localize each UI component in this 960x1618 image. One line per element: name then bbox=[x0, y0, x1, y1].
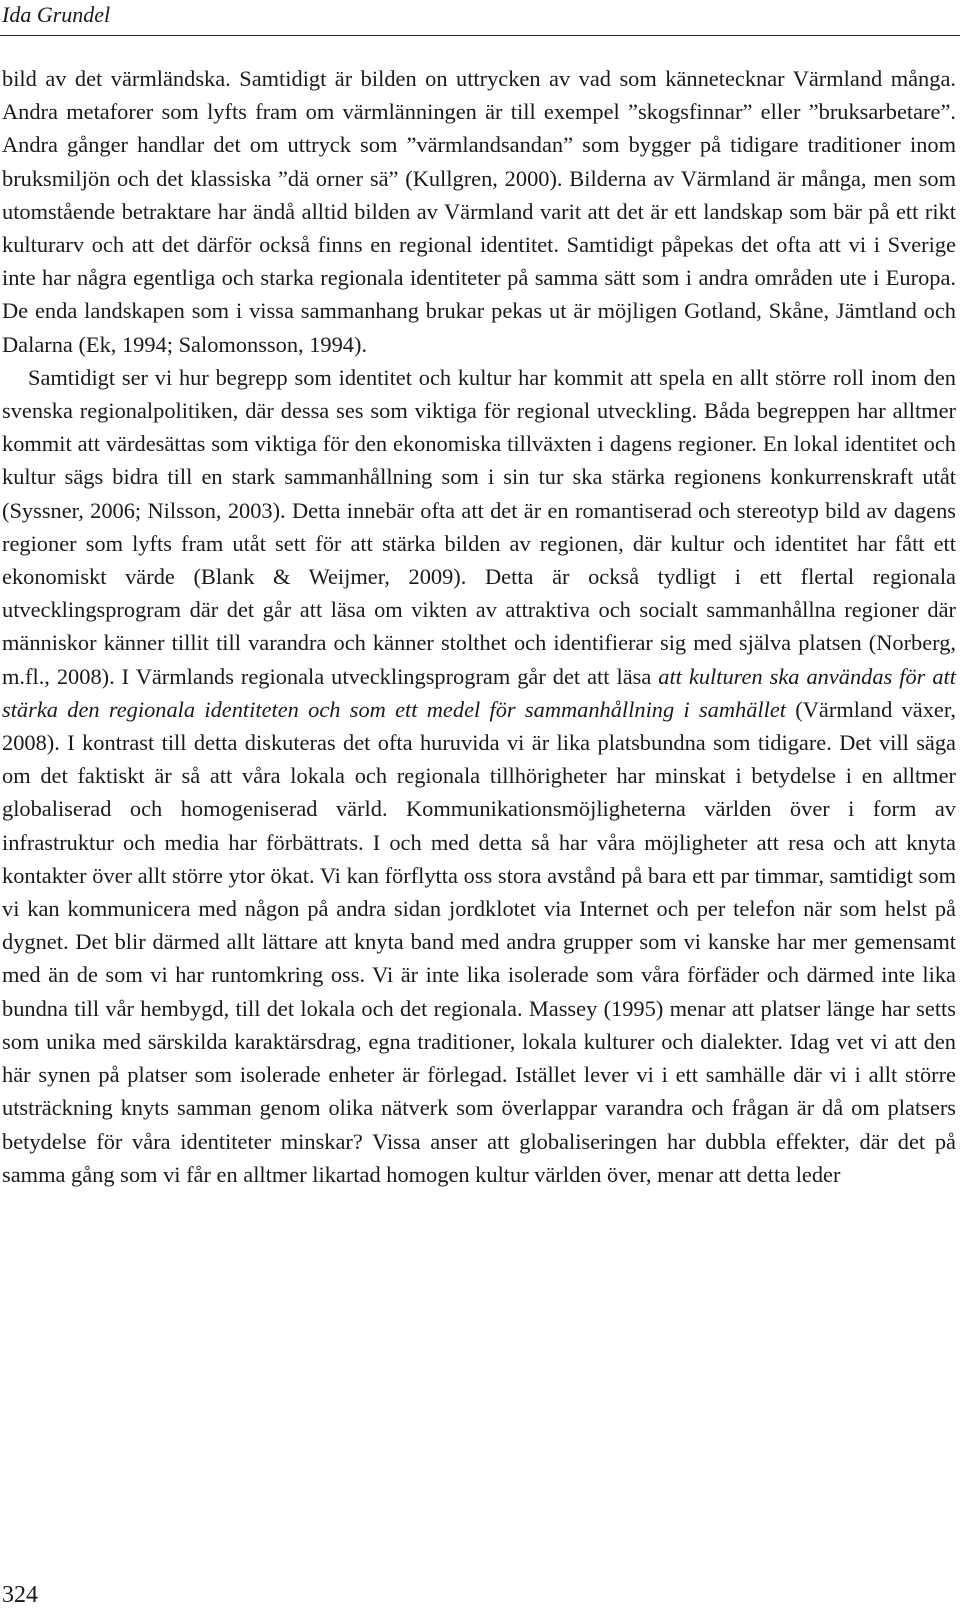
page-number: 324 bbox=[2, 1582, 38, 1608]
running-header bbox=[0, 0, 960, 36]
body-text bbox=[2, 62, 956, 1191]
paragraph-2-text-before-italic: Samtidigt ser vi hur begrepp som identitet och kultur har kommit att spela en allt större roll inom den svenska regionalpolitiken, där dessa ses som viktiga för regional utveckling. Båda begreppen har alltmer kommit att värdesättas som viktiga för den ekonomiska tillväxten i dagens regioner. En lokal identitet och kultur sägs bidra till en stark sammanhållning som i sin tur ska stärka regionens konkurrenskraft utåt (Syssner, 2006; Nilsson, 2003). Detta innebär ofta att det är en romantiserad och stereotyp bild av dagens regioner som lyfts fram utåt sett för att stärka bilden av regionen, där kultur och identitet har fått ett ekonomiskt värde (Blank & Weijmer, 2009). Detta är också tydligt i ett flertal regionala utvecklingsprogram där det går att läsa om vikten av attraktiva och socialt sammanhållna regioner där människor känner tillit till varandra och känner stolthet och identifierar sig med själva platsen (Norberg, m.fl., 2008). I Värmlands regionala utvecklingsprogram går det att läsa bbox=[2, 364, 956, 689]
paragraph-1: bild av det värmländska. Samtidigt är bilden on uttrycken av vad som kännetecknar Värmland många. Andra metaforer som lyfts fram om värmlänningen är till exempel ”skogsfinnar” eller ”bruksarbetare”. Andra gånger handlar det om uttryck som ”värmlandsandan” som bygger på tidigare traditioner inom bruksmiljön och det klassiska ”dä orner sä” (Kullgren, 2000). Bilderna av Värmland är många, men som utomstående betraktare har ändå alltid bilden av Värmland varit att det är ett landskap som bär på ett rikt kulturarv och att det därför också finns en regional identitet. Samtidigt påpekas det ofta att vi i Sverige inte har några egentliga och starka regionala identiteter på samma sätt som i andra områden ute i Europa. De enda landskapen som i vissa sammanhang brukar pekas ut är möjligen Gotland, Skåne, Jämtland och Dalarna (Ek, 1994; Salomonsson, 1994). bbox=[2, 66, 956, 357]
paragraph-2 bbox=[2, 361, 956, 1191]
paragraph-2-text-after-italic: (Värmland växer, 2008). I kontrast till detta diskuteras det ofta huruvida vi är lika platsbundna som tidigare. Det vill säga om det faktiskt är så att våra lokala och regionala tillhörigheter har minskat i betydelse i en alltmer globaliserad och homogeniserad värld. Kommunikationsmöjligheterna världen över i form av infrastruktur och media har förbättrats. I och med detta så har våra möjligheter att resa och att knyta kontakter över allt större ytor ökat. Vi kan förflytta oss stora avstånd på bara ett par timmar, samtidigt som vi kan kommunicera med någon på andra sidan jordklotet via Internet och per telefon när som helst på dygnet. Det blir därmed allt lättare att knyta band med andra grupper som vi kanske har mer gemensamt med än de som vi har runtomkring oss. Vi är inte lika isolerade som våra förfäder och därmed inte lika bundna till vår hembygd, till det lokala och det regionala. Massey (1995) menar att platser länge har setts som unika med särskilda karaktärsdrag, egna traditioner, lokala kulturer och dialekter. Idag vet vi att den här synen på platser som isolerade enheter är förlegad. Istället lever vi i ett samhälle där vi i allt större utsträckning knyts samman genom olika nätverk som överlappar varandra och frågan är då om platsers betydelse för våra identiteter minskar? Vissa anser att globaliseringen har dubbla effekter, där det på samma gång som vi får en alltmer likartad homogen kultur världen över, menar att detta leder bbox=[2, 696, 956, 1187]
italic-quote: att kulturen ska användas för att stärka den regionala identiteten och som ett medel för sammanhållning i samhället bbox=[2, 663, 956, 722]
running-header-author: Ida Grundel bbox=[2, 2, 111, 27]
